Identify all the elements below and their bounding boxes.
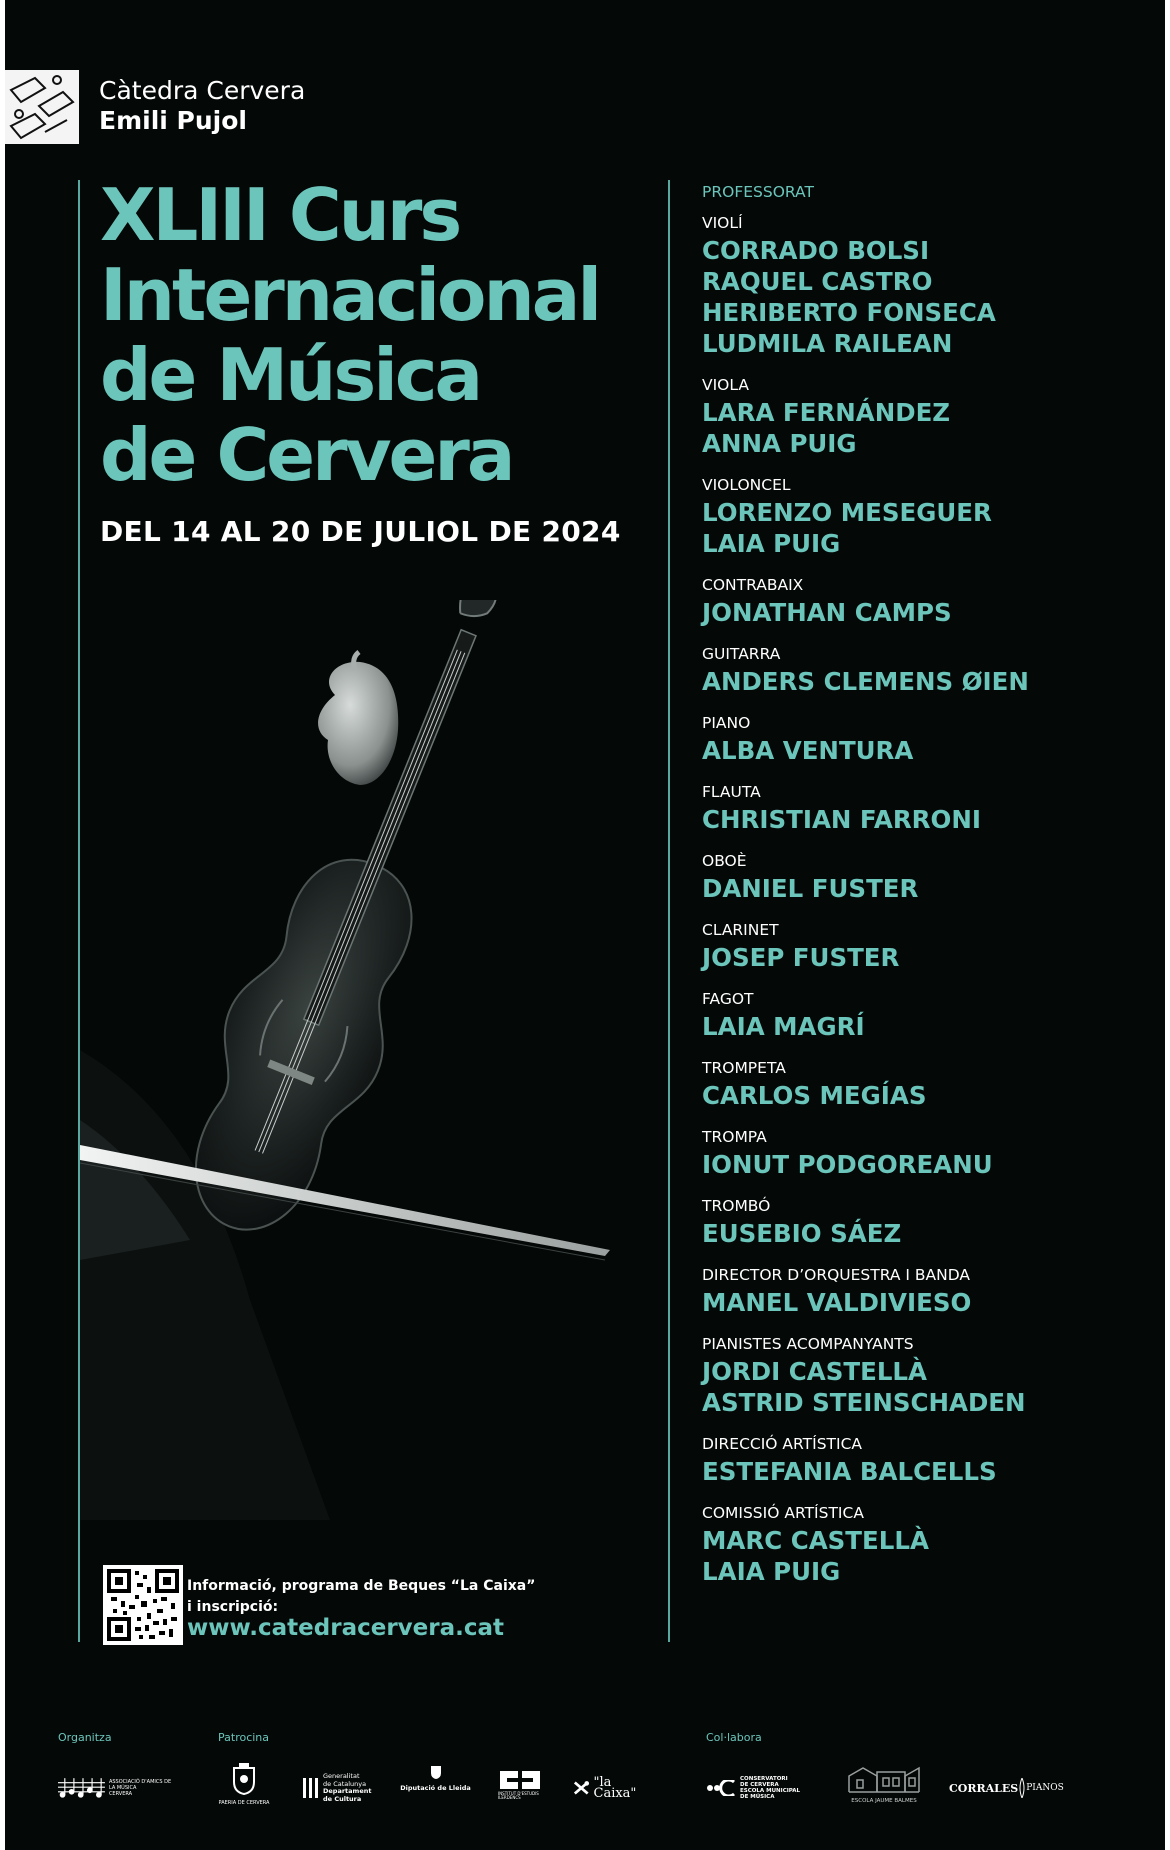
qr-code[interactable] bbox=[103, 1565, 183, 1645]
teacher-name: JORDI CASTELLÀ bbox=[702, 1357, 928, 1386]
patrocina-label: Patrocina bbox=[218, 1731, 270, 1744]
teacher-name: LAIA MAGRÍ bbox=[702, 1012, 865, 1041]
teacher-name: HERIBERTO FONSECA bbox=[702, 298, 996, 327]
faculty-group bbox=[702, 575, 1142, 628]
teacher-name: LUDMILA RAILEAN bbox=[702, 329, 953, 358]
teacher-name: LORENZO MESEGUER bbox=[702, 498, 992, 527]
teacher-name: IONUT PODGOREANU bbox=[702, 1150, 993, 1179]
instrument-label: TROMBÓ bbox=[702, 1197, 771, 1215]
instrument-label: VIOLA bbox=[702, 376, 749, 394]
instrument-label: FAGOT bbox=[702, 990, 754, 1008]
teacher-name: ALBA VENTURA bbox=[702, 736, 914, 765]
instrument-label: CONTRABAIX bbox=[702, 576, 804, 594]
collabora-label: Col·labora bbox=[706, 1731, 762, 1744]
conservatori-line2: DE CERVERA bbox=[740, 1782, 779, 1788]
course-title bbox=[100, 175, 660, 495]
instrument-label: COMISSIÓ ARTÍSTICA bbox=[702, 1504, 864, 1522]
course-dates: DEL 14 AL 20 DE JULIOL DE 2024 bbox=[100, 515, 621, 548]
title-line-1: XLIII Curs bbox=[100, 173, 460, 257]
faculty-group bbox=[702, 782, 1142, 835]
diputacio-lleida-logo bbox=[398, 1764, 473, 1808]
instrument-label: TROMPA bbox=[702, 1128, 767, 1146]
teacher-name: CHRISTIAN FARRONI bbox=[702, 805, 981, 834]
right-divider bbox=[668, 180, 670, 1642]
teacher-name: CARLOS MEGÍAS bbox=[702, 1081, 927, 1110]
info-line-1: Informació, programa de Beques “La Caixa” bbox=[187, 1578, 536, 1594]
faculty-group bbox=[702, 1127, 1142, 1180]
faculty-group bbox=[702, 213, 1142, 359]
instrument-label: DIRECTOR D’ORQUESTRA I BANDA bbox=[702, 1266, 971, 1284]
amics-musica-logo bbox=[58, 1768, 178, 1808]
gencat-line2: de Catalunya bbox=[323, 1779, 367, 1788]
catedra-logo bbox=[5, 70, 79, 144]
teacher-name: MANEL VALDIVIESO bbox=[702, 1288, 972, 1317]
teacher-name: ANDERS CLEMENS ØIEN bbox=[702, 667, 1029, 696]
instrument-label: TROMPETA bbox=[702, 1059, 786, 1077]
title-line-3: de Música bbox=[100, 333, 481, 417]
instrument-label: OBOÈ bbox=[702, 852, 747, 870]
iei-name: INSTITUT D'ESTUDIS ILERDENCS bbox=[498, 1791, 539, 1800]
faculty-heading: PROFESSORAT bbox=[702, 183, 814, 201]
instrument-label: VIOLÍ bbox=[702, 214, 743, 232]
teacher-name: LARA FERNÁNDEZ bbox=[702, 398, 951, 427]
corrales-pianos-logo bbox=[949, 1768, 1069, 1808]
title-line-4: de Cervera bbox=[100, 413, 513, 497]
la-caixa-logo bbox=[573, 1768, 653, 1808]
info-line-2: i inscripció: bbox=[187, 1599, 279, 1615]
teacher-name: CORRADO BOLSI bbox=[702, 236, 930, 265]
conservatori-line3: ESCOLA MUNICIPAL bbox=[740, 1788, 801, 1794]
faculty-groups bbox=[702, 213, 1142, 1587]
teacher-name: MARC CASTELLÀ bbox=[702, 1526, 929, 1555]
faculty-group bbox=[702, 851, 1142, 904]
la-caixa-name: "la Caixa" bbox=[593, 1775, 637, 1801]
poster bbox=[5, 0, 1165, 1850]
faculty-group bbox=[702, 375, 1142, 459]
brand-line1: Càtedra Cervera bbox=[99, 76, 306, 105]
escola-jaume-balmes-logo bbox=[845, 1764, 923, 1810]
conservatori-logo bbox=[706, 1768, 816, 1808]
faculty-group bbox=[702, 1265, 1142, 1318]
iei-logo bbox=[498, 1770, 542, 1810]
paeria-cervera-logo bbox=[218, 1760, 270, 1810]
generalitat-logo bbox=[302, 1768, 377, 1808]
teacher-name: ESTEFANIA BALCELLS bbox=[702, 1457, 997, 1486]
instrument-label: DIRECCIÓ ARTÍSTICA bbox=[702, 1435, 863, 1453]
conservatori-line4: DE MÚSICA bbox=[740, 1794, 775, 1800]
brand bbox=[99, 76, 305, 136]
faculty-group bbox=[702, 644, 1142, 697]
amics-town: CERVERA bbox=[108, 1791, 133, 1797]
website-link[interactable]: www.catedracervera.cat bbox=[187, 1615, 505, 1641]
instrument-label: PIANISTES ACOMPANYANTS bbox=[702, 1335, 914, 1353]
teacher-name: DANIEL FUSTER bbox=[702, 874, 919, 903]
faculty-group bbox=[702, 1334, 1142, 1418]
instrument-label: PIANO bbox=[702, 714, 751, 732]
gencat-line1: Generalitat bbox=[323, 1772, 360, 1780]
info-text bbox=[187, 1576, 535, 1618]
gencat-line3: Departament bbox=[323, 1787, 372, 1795]
faculty-group bbox=[702, 1503, 1142, 1587]
paeria-name: PAERIA DE CERVERA bbox=[218, 1800, 270, 1806]
faculty-group bbox=[702, 920, 1142, 973]
teacher-name: ANNA PUIG bbox=[702, 429, 857, 458]
instrument-label: GUITARRA bbox=[702, 645, 781, 663]
organitza-label: Organitza bbox=[58, 1731, 112, 1744]
diputacio-name: Diputació de Lleida bbox=[400, 1784, 471, 1792]
conservatori-line1: CONSERVATORI bbox=[740, 1776, 788, 1782]
teacher-name: LAIA PUIG bbox=[702, 529, 841, 558]
brand-line2: Emili Pujol bbox=[99, 106, 247, 135]
amics-name: ASSOCIACIÓ D'AMICS DE LA MÚSICA bbox=[108, 1779, 172, 1791]
teacher-name: LAIA PUIG bbox=[702, 1557, 841, 1586]
gencat-line4: de Cultura bbox=[323, 1794, 362, 1803]
instrument-label: FLAUTA bbox=[702, 783, 761, 801]
corrales-name: CORRALES bbox=[949, 1781, 1019, 1795]
faculty-group bbox=[702, 989, 1142, 1042]
teacher-name: EUSEBIO SÁEZ bbox=[702, 1219, 902, 1248]
teacher-name: JOSEP FUSTER bbox=[702, 943, 900, 972]
faculty-group bbox=[702, 1434, 1142, 1487]
instrument-label: CLARINET bbox=[702, 921, 779, 939]
balmes-name: ESCOLA JAUME BALMES bbox=[851, 1798, 917, 1804]
faculty-group bbox=[702, 713, 1142, 766]
teacher-name: JONATHAN CAMPS bbox=[702, 598, 952, 627]
title-line-2: Internacional bbox=[100, 253, 599, 337]
pianos-name: PIANOS bbox=[1026, 1782, 1064, 1793]
faculty-list bbox=[702, 182, 1142, 1603]
violin-photo bbox=[80, 600, 680, 1520]
instrument-label: VIOLONCEL bbox=[702, 476, 791, 494]
faculty-group bbox=[702, 475, 1142, 559]
faculty-group bbox=[702, 1058, 1142, 1111]
faculty-group bbox=[702, 1196, 1142, 1249]
teacher-name: RAQUEL CASTRO bbox=[702, 267, 933, 296]
teacher-name: ASTRID STEINSCHADEN bbox=[702, 1388, 1026, 1417]
